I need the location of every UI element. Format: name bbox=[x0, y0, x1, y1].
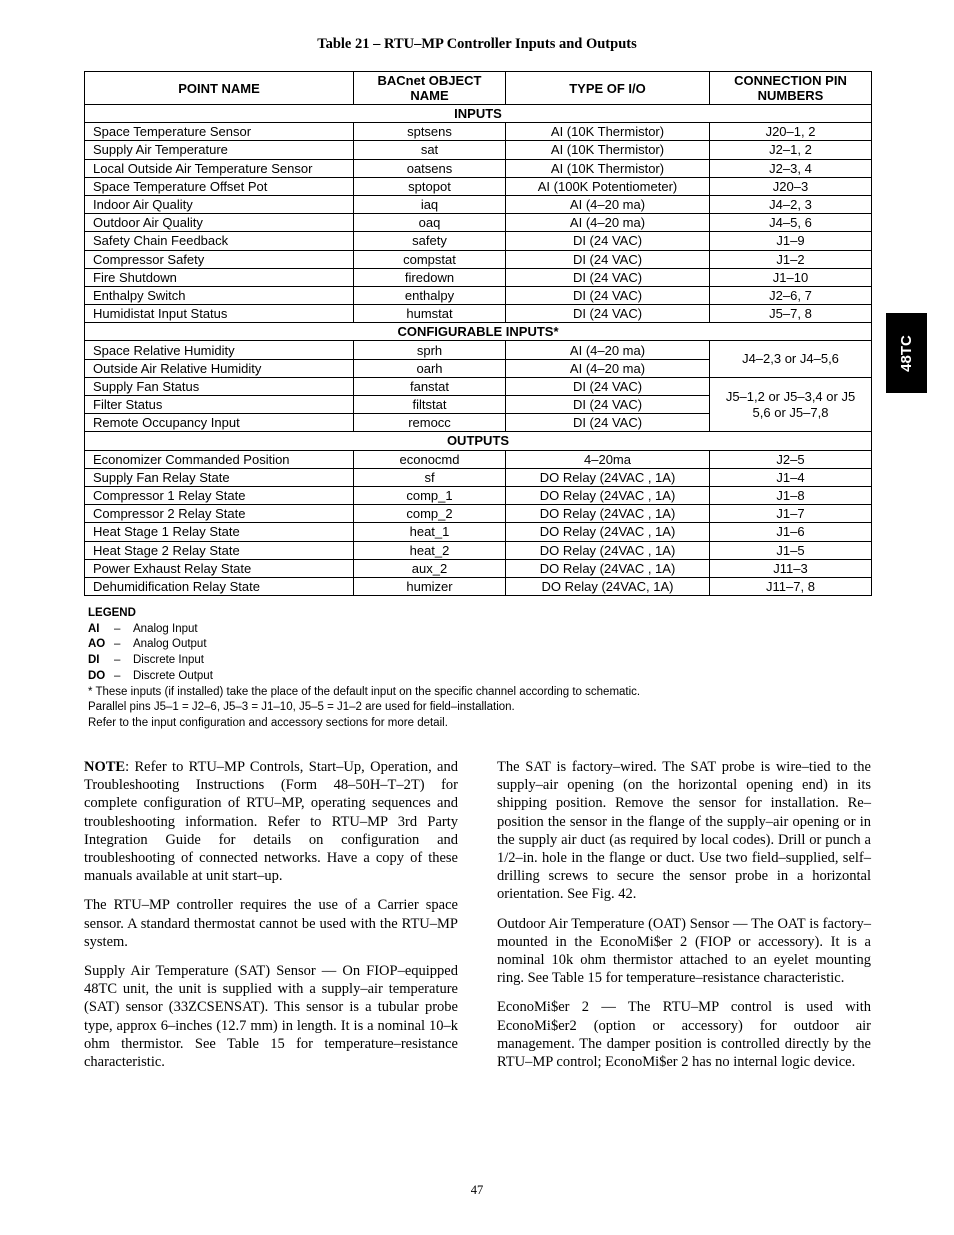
point-name-cell: Outdoor Air Quality bbox=[85, 214, 354, 232]
pin-cell: J11–7, 8 bbox=[710, 577, 872, 595]
point-name-cell: Power Exhaust Relay State bbox=[85, 559, 354, 577]
point-name-cell: Compressor Safety bbox=[85, 250, 354, 268]
pin-cell: J2–5 bbox=[710, 450, 872, 468]
bacnet-object-cell: compstat bbox=[354, 250, 506, 268]
point-name-cell: Economizer Commanded Position bbox=[85, 450, 354, 468]
bacnet-object-cell: enthalpy bbox=[354, 286, 506, 304]
io-type-cell: AI (10K Thermistor) bbox=[506, 123, 710, 141]
legend-item bbox=[88, 669, 868, 685]
table-row bbox=[85, 541, 872, 559]
bacnet-object-cell: firedown bbox=[354, 268, 506, 286]
pin-cell: J4–5, 6 bbox=[710, 214, 872, 232]
left-column bbox=[84, 758, 458, 1082]
legend-text: Analog Output bbox=[133, 638, 207, 651]
bacnet-object-cell: sprh bbox=[354, 341, 506, 359]
point-name-cell: Remote Occupancy Input bbox=[85, 414, 354, 432]
point-name-cell: Enthalpy Switch bbox=[85, 286, 354, 304]
io-type-cell: AI (4–20 ma) bbox=[506, 195, 710, 213]
point-name-cell: Heat Stage 1 Relay State bbox=[85, 523, 354, 541]
table-row bbox=[85, 268, 872, 286]
table-header-row bbox=[85, 72, 872, 105]
pin-cell-group-2: J5–1,2 or J5–3,4 or J5 5,6 or J5–7,8 bbox=[710, 377, 872, 432]
bacnet-object-cell: econocmd bbox=[354, 450, 506, 468]
section-inputs: INPUTS bbox=[85, 105, 872, 123]
legend-item bbox=[88, 653, 868, 669]
table-row bbox=[85, 377, 872, 395]
note-paragraph bbox=[84, 758, 458, 885]
pin-cell-group-1: J4–2,3 or J4–5,6 bbox=[710, 341, 872, 377]
economizer-paragraph: EconoMi$er 2 — The RTU–MP control is used with EconoMi$er2 (option or accessory) for outdoor air management. The damper position is controlled directly by the RTU–MP control; EconoMi$er 2 has no internal logic device. bbox=[497, 999, 871, 1071]
pin-cell: J2–6, 7 bbox=[710, 286, 872, 304]
point-name-cell: Space Temperature Offset Pot bbox=[85, 177, 354, 195]
point-name-cell: Humidistat Input Status bbox=[85, 305, 354, 323]
point-name-cell: Supply Air Temperature bbox=[85, 141, 354, 159]
table-row bbox=[85, 286, 872, 304]
bacnet-object-cell: iaq bbox=[354, 195, 506, 213]
section-row-inputs bbox=[85, 105, 872, 123]
pin-cell: J2–3, 4 bbox=[710, 159, 872, 177]
legend-abbr: DO bbox=[88, 669, 106, 682]
io-type-cell: AI (100K Potentiometer) bbox=[506, 177, 710, 195]
io-type-cell: DO Relay (24VAC , 1A) bbox=[506, 505, 710, 523]
legend-dash: – bbox=[114, 638, 121, 651]
point-name-cell: Compressor 1 Relay State bbox=[85, 486, 354, 504]
point-name-cell: Compressor 2 Relay State bbox=[85, 505, 354, 523]
point-name-cell: Local Outside Air Temperature Sensor bbox=[85, 159, 354, 177]
io-type-cell: DI (24 VAC) bbox=[506, 305, 710, 323]
table-row bbox=[85, 468, 872, 486]
io-type-cell: DI (24 VAC) bbox=[506, 396, 710, 414]
legend-text: Analog Input bbox=[133, 622, 198, 635]
bacnet-object-cell: humstat bbox=[354, 305, 506, 323]
section-row-outputs bbox=[85, 432, 872, 450]
io-type-cell: DO Relay (24VAC , 1A) bbox=[506, 559, 710, 577]
io-type-cell: DI (24 VAC) bbox=[506, 232, 710, 250]
bacnet-object-cell: fanstat bbox=[354, 377, 506, 395]
table-row bbox=[85, 177, 872, 195]
legend-dash: – bbox=[114, 654, 121, 667]
legend-note-parallel-pins: Parallel pins J5–1 = J2–6, J5–3 = J1–10, J5–5 = J1–2 are used for field–installation. bbox=[88, 701, 515, 714]
sat-sensor-paragraph: Supply Air Temperature (SAT) Sensor — On FIOP–equipped 48TC unit, the unit is supplied with a supply–air temperature (SAT) sensor (33ZCSENSAT). This sensor is a tubular probe type, approx 6–inches (12.7 mm) in length. It is a nominal 10–k ohm thermistor. See Table 15 for temperature–resistance characteristic. bbox=[84, 963, 458, 1071]
point-name-cell: Dehumidification Relay State bbox=[85, 577, 354, 595]
bacnet-object-cell: safety bbox=[354, 232, 506, 250]
legend-note-asterisk: * These inputs (if installed) take the place of the default input on the specific channel according to schematic. bbox=[88, 685, 641, 698]
io-type-cell: DO Relay (24VAC, 1A) bbox=[506, 577, 710, 595]
note-label: NOTE bbox=[84, 759, 126, 775]
bacnet-object-cell: sptsens bbox=[354, 123, 506, 141]
bacnet-object-cell: filtstat bbox=[354, 396, 506, 414]
io-type-cell: DI (24 VAC) bbox=[506, 268, 710, 286]
section-configurable: CONFIGURABLE INPUTS* bbox=[85, 323, 872, 341]
pin-cell: J1–5 bbox=[710, 541, 872, 559]
page-number: 47 bbox=[470, 1183, 484, 1197]
header-bacnet-object-name: BACnet OBJECT NAME bbox=[354, 72, 506, 105]
sat-install-paragraph: The SAT is factory–wired. The SAT probe is wire–tied to the supply–air opening (on the horizontal opening end) in its shipping position. Remove the sensor for installation. Re–position the sensor in the flange of the supply–air opening or in the supply air duct (as required by local codes). Drill or punch a 1/2–in. hole in the flange or duct. Use two field–supplied, self–drilling screws to secure the sensor probe in a horizontal orientation. See Fig. 42. bbox=[497, 759, 871, 903]
table-row bbox=[85, 250, 872, 268]
table-row bbox=[85, 214, 872, 232]
legend-dash: – bbox=[114, 622, 121, 635]
table-row bbox=[85, 450, 872, 468]
table-row bbox=[85, 195, 872, 213]
io-type-cell: DO Relay (24VAC , 1A) bbox=[506, 468, 710, 486]
io-type-cell: DO Relay (24VAC , 1A) bbox=[506, 486, 710, 504]
io-type-cell: AI (4–20 ma) bbox=[506, 359, 710, 377]
legend bbox=[88, 606, 868, 732]
pin-cell: J4–2, 3 bbox=[710, 195, 872, 213]
legend-dash: – bbox=[114, 669, 121, 682]
pin-cell: J1–8 bbox=[710, 486, 872, 504]
io-table bbox=[84, 71, 872, 596]
table-row bbox=[85, 523, 872, 541]
bacnet-object-cell: heat_1 bbox=[354, 523, 506, 541]
bacnet-object-cell: sat bbox=[354, 141, 506, 159]
legend-note-refer: Refer to the input configuration and accessory sections for more detail. bbox=[88, 716, 448, 729]
table-row bbox=[85, 577, 872, 595]
table-row bbox=[85, 559, 872, 577]
legend-abbr: DI bbox=[88, 654, 100, 667]
pin-cell: J1–2 bbox=[710, 250, 872, 268]
bacnet-object-cell: oaq bbox=[354, 214, 506, 232]
legend-text: Discrete Input bbox=[133, 654, 204, 667]
io-type-cell: DO Relay (24VAC , 1A) bbox=[506, 523, 710, 541]
section-row-configurable bbox=[85, 323, 872, 341]
point-name-cell: Indoor Air Quality bbox=[85, 195, 354, 213]
bacnet-object-cell: sptopot bbox=[354, 177, 506, 195]
point-name-cell: Safety Chain Feedback bbox=[85, 232, 354, 250]
pin-cell: J2–1, 2 bbox=[710, 141, 872, 159]
legend-item bbox=[88, 637, 868, 653]
header-point-name: POINT NAME bbox=[85, 72, 354, 105]
rtu-mp-sensor-paragraph: The RTU–MP controller requires the use of a Carrier space sensor. A standard thermostat cannot be used with the RTU–MP system. bbox=[84, 897, 458, 950]
pin-cell: J20–3 bbox=[710, 177, 872, 195]
point-name-cell: Outside Air Relative Humidity bbox=[85, 359, 354, 377]
bacnet-object-cell: comp_2 bbox=[354, 505, 506, 523]
bacnet-object-cell: heat_2 bbox=[354, 541, 506, 559]
point-name-cell: Fire Shutdown bbox=[85, 268, 354, 286]
point-name-cell: Space Relative Humidity bbox=[85, 341, 354, 359]
oat-sensor-paragraph: Outdoor Air Temperature (OAT) Sensor — The OAT is factory–mounted in the EconoMi$er 2 (FIOP or accessory). It is a nominal 10k ohm thermistor attached to an eyelet mounting ring. See Table 15 for temperature–resistance characteristic. bbox=[497, 915, 871, 987]
table-row bbox=[85, 305, 872, 323]
pin-cell: J1–7 bbox=[710, 505, 872, 523]
bacnet-object-cell: aux_2 bbox=[354, 559, 506, 577]
header-type-of-io: TYPE OF I/O bbox=[506, 72, 710, 105]
pin-cell: J1–9 bbox=[710, 232, 872, 250]
bacnet-object-cell: oatsens bbox=[354, 159, 506, 177]
side-tab bbox=[886, 313, 927, 393]
io-type-cell: 4–20ma bbox=[506, 450, 710, 468]
io-type-cell: DI (24 VAC) bbox=[506, 414, 710, 432]
table-row bbox=[85, 123, 872, 141]
table-row bbox=[85, 232, 872, 250]
bacnet-object-cell: humizer bbox=[354, 577, 506, 595]
io-type-cell: DO Relay (24VAC , 1A) bbox=[506, 541, 710, 559]
table-title: Table 21 – RTU–MP Controller Inputs and Outputs bbox=[317, 36, 637, 52]
bacnet-object-cell: sf bbox=[354, 468, 506, 486]
section-outputs: OUTPUTS bbox=[85, 432, 872, 450]
pin-cell: J20–1, 2 bbox=[710, 123, 872, 141]
point-name-cell: Space Temperature Sensor bbox=[85, 123, 354, 141]
io-type-cell: DI (24 VAC) bbox=[506, 286, 710, 304]
io-type-cell: AI (4–20 ma) bbox=[506, 341, 710, 359]
pin-cell: J1–4 bbox=[710, 468, 872, 486]
legend-abbr: AO bbox=[88, 638, 106, 651]
legend-item bbox=[88, 622, 868, 638]
io-type-cell: DI (24 VAC) bbox=[506, 377, 710, 395]
bacnet-object-cell: comp_1 bbox=[354, 486, 506, 504]
io-type-cell: DI (24 VAC) bbox=[506, 250, 710, 268]
legend-abbr: AI bbox=[88, 622, 100, 635]
table-row bbox=[85, 486, 872, 504]
pin-cell: J1–10 bbox=[710, 268, 872, 286]
io-type-cell: AI (10K Thermistor) bbox=[506, 141, 710, 159]
table-row bbox=[85, 341, 872, 359]
pin-cell: J1–6 bbox=[710, 523, 872, 541]
pin-cell: J5–7, 8 bbox=[710, 305, 872, 323]
header-connection-pins: CONNECTION PIN NUMBERS bbox=[710, 72, 872, 105]
io-type-cell: AI (10K Thermistor) bbox=[506, 159, 710, 177]
right-column bbox=[497, 758, 871, 1082]
point-name-cell: Heat Stage 2 Relay State bbox=[85, 541, 354, 559]
side-tab-label: 48TC bbox=[898, 334, 915, 372]
pin-cell: J11–3 bbox=[710, 559, 872, 577]
io-type-cell: AI (4–20 ma) bbox=[506, 214, 710, 232]
table-row bbox=[85, 505, 872, 523]
point-name-cell: Filter Status bbox=[85, 396, 354, 414]
point-name-cell: Supply Fan Status bbox=[85, 377, 354, 395]
legend-text: Discrete Output bbox=[133, 669, 213, 682]
bacnet-object-cell: remocc bbox=[354, 414, 506, 432]
note-text: : Refer to RTU–MP Controls, Start–Up, Operation, and Troubleshooting Instructions (Form 48–50H–T–2T) for complete configuration of RTU–MP, operating sequences and troubleshooting information. Refer to RTU–MP 3rd Party Integration Guide for details on configuration and troubleshooting of connected networks. Have a copy of these manuals available at unit start–up. bbox=[84, 759, 458, 885]
bacnet-object-cell: oarh bbox=[354, 359, 506, 377]
table-row bbox=[85, 159, 872, 177]
legend-title: LEGEND bbox=[88, 607, 136, 619]
point-name-cell: Supply Fan Relay State bbox=[85, 468, 354, 486]
table-row bbox=[85, 141, 872, 159]
